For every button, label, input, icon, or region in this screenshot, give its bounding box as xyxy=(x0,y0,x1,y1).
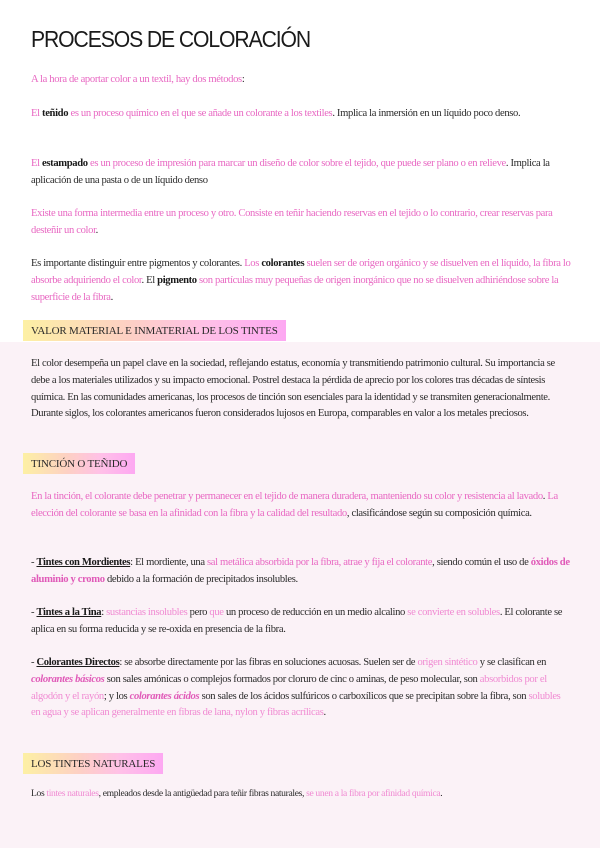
directos-paragraph: - Colorantes Directos: se absorbe directamente por las fibras en soluciones acuosas. Suelen ser de origen sintético y se clasifican en colorantes básicos son sales amónicas o complejos formados por cloruro de cinc o aminas, de peso molecular, son absorbidos por el algodón y el rayón; y los colorantes ácidos son sales de los ácidos sulfúricos o carboxílicos que se precipitan sobre la fibra, son solubles en agua y se aplican generalmente en fibras de lana, nylon y fibras acrílicas. xyxy=(31,657,561,719)
tincion-paragraph: En la tinción, el colorante debe penetrar y permanecer en el tejido de manera duradera, manteniendo su color y resistencia al lavado. La elección del colorante se basa en la afinidad con la fibra y la calidad del resultado, clasificándose según su composición química. xyxy=(31,491,558,519)
mordientes-paragraph: - Tintes con Mordientes: El mordiente, una sal metálica absorbida por la fibra, atrae y fija el colorante, siendo común el uso de óxidos de aluminio y cromo debido a la formación de precipitados insolubles. xyxy=(31,557,570,585)
tina-paragraph: - Tintes a la Tina: sustancias insolubles pero que un proceso de reducción en un medio alcalino se convierte en solubles. El colorante se aplica en su forma reducida y se re-oxida en presencia de la fibra. xyxy=(31,607,563,635)
pigmentos-paragraph: Es importante distinguir entre pigmentos y colorantes. Los colorantes suelen ser de origen orgánico y se disuelven en el líquido, la fibra lo absorbe adquiriendo el color. El pigmento son partículas muy pequeñas de origen inorgánico que no se disuelven adhiriéndose sobre la superficie de la fibra. xyxy=(31,258,571,303)
page-title: PROCESOS DE COLORACIÓN xyxy=(31,26,311,52)
section-heading-tincion: TINCIÓN O TEÑIDO xyxy=(23,453,135,474)
valor-paragraph: El color desempeña un papel clave en la sociedad, reflejando estatus, economía y transmitiendo patrimonio cultural. Su importancia se debe a los materiales utilizados y su impacto emocional. Postrel destaca la pérdida de aprecio por los colores tras décadas de síntesis química. En las comunidades americanas, los procesos de tinción son esenciales para la identidad y se transmiten generacionalmente. Durante siglos, los colorantes americanos fueron considerados lujosos en Europa, comparables en valor a los metales preciosos. xyxy=(31,358,555,420)
tenido-paragraph: El teñido es un proceso químico en el que se añade un colorante a los textiles. Implica la inmersión en un líquido poco denso. xyxy=(31,108,521,119)
estampado-paragraph: El estampado es un proceso de impresión para marcar un diseño de color sobre el tejido, que puede ser plano o en relieve. Implica la aplicación de una pasta o de un líquido denso xyxy=(31,158,550,186)
section-heading-valor: VALOR MATERIAL E INMATERIAL DE LOS TINTES xyxy=(23,320,286,341)
naturales-paragraph: Los tintes naturales, empleados desde la antigüedad para teñir fibras naturales, se unen a la fibra por afinidad química. xyxy=(31,788,443,799)
intro-paragraph: A la hora de aportar color a un textil, hay dos métodos: xyxy=(31,74,245,85)
intermedia-paragraph: Existe una forma intermedia entre un proceso y otro. Consiste en teñir haciendo reservas en el tejido o lo contrario, crear reservas para desteñir un color. xyxy=(31,208,553,236)
section-heading-naturales: LOS TINTES NATURALES xyxy=(23,753,163,774)
